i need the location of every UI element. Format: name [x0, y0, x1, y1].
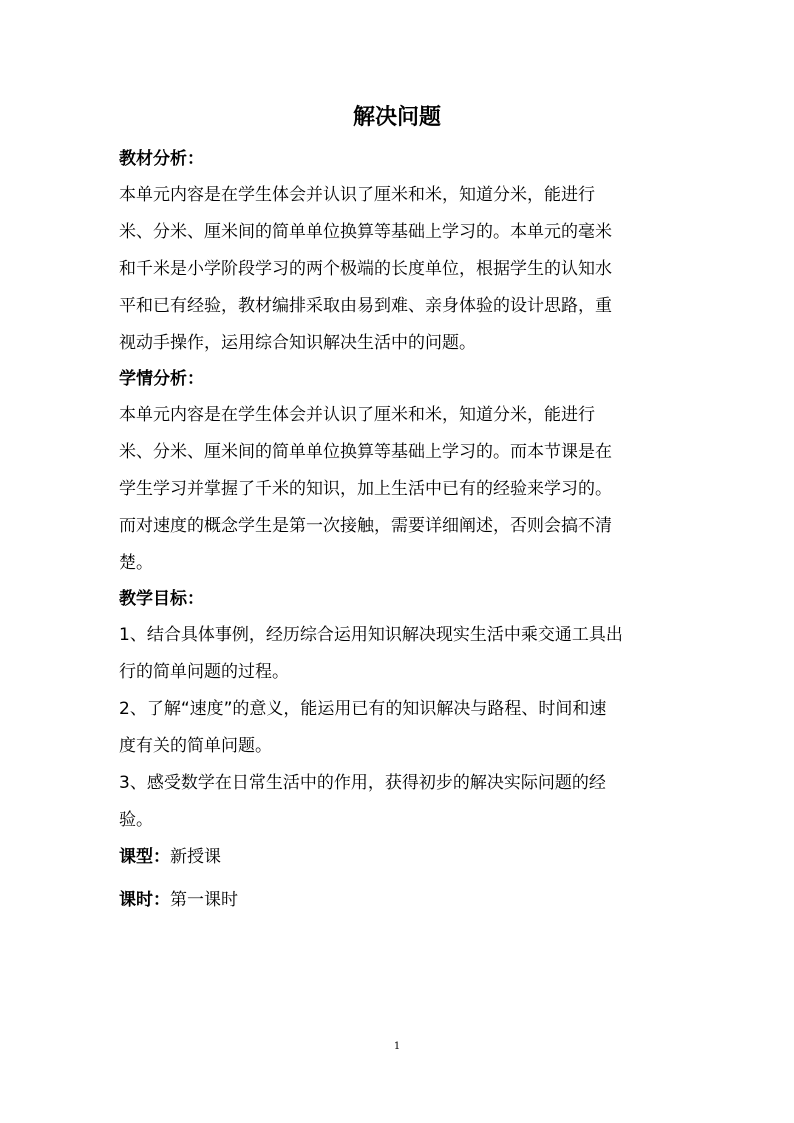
lesson-time-value: 第一课时	[170, 890, 238, 910]
goal-line: 行的简单问题的过程。	[119, 662, 289, 682]
section-heading-material-analysis: 教材分析：	[119, 149, 204, 169]
material-analysis-paragraph	[119, 177, 679, 362]
teaching-goals-list	[119, 617, 679, 839]
lesson-time-label: 课时：	[119, 890, 170, 910]
paragraph-line: 楚。	[119, 553, 153, 573]
document-title: 解决问题	[352, 105, 441, 130]
lesson-type-label: 课型：	[119, 847, 170, 867]
goal-line: 验。	[119, 810, 153, 830]
student-analysis-paragraph	[119, 397, 679, 582]
paragraph-line: 本单元内容是在学生体会并认识了厘米和米，知道分米，能进行	[119, 405, 595, 425]
goal-line: 3、感受数学在日常生活中的作用，获得初步的解决实际问题的经	[119, 773, 606, 793]
paragraph-line: 米、分米、厘米间的简单单位换算等基础上学习的。而本节课是在	[119, 442, 612, 462]
lesson-time-row	[119, 882, 679, 919]
paragraph-line: 米、分米、厘米间的简单单位换算等基础上学习的。本单元的毫米	[119, 222, 612, 242]
page-number: 1	[393, 1041, 401, 1052]
paragraph-line: 而对速度的概念学生是第一次接触，需要详细阐述，否则会搞不清	[119, 516, 612, 536]
section-heading-teaching-goals: 教学目标：	[119, 589, 204, 609]
lesson-type-row	[119, 839, 679, 876]
paragraph-line: 视动手操作，运用综合知识解决生活中的问题。	[119, 333, 476, 353]
document-body	[119, 142, 679, 919]
paragraph-line: 学生学习并掌握了千米的知识，加上生活中已有的经验来学习的。	[119, 479, 612, 499]
goal-line: 度有关的简单问题。	[119, 736, 272, 756]
section-heading-student-analysis: 学情分析：	[119, 369, 204, 389]
goal-line: 2、了解“速度”的意义，能运用已有的知识解决与路程、时间和速	[119, 699, 607, 719]
goal-line: 1、结合具体事例，经历综合运用知识解决现实生活中乘交通工具出	[119, 625, 623, 645]
paragraph-line: 平和已有经验，教材编排采取由易到难、亲身体验的设计思路，重	[119, 296, 612, 316]
paragraph-line: 和千米是小学阶段学习的两个极端的长度单位，根据学生的认知水	[119, 259, 612, 279]
paragraph-line: 本单元内容是在学生体会并认识了厘米和米，知道分米，能进行	[119, 185, 595, 205]
lesson-type-value: 新授课	[170, 847, 221, 867]
